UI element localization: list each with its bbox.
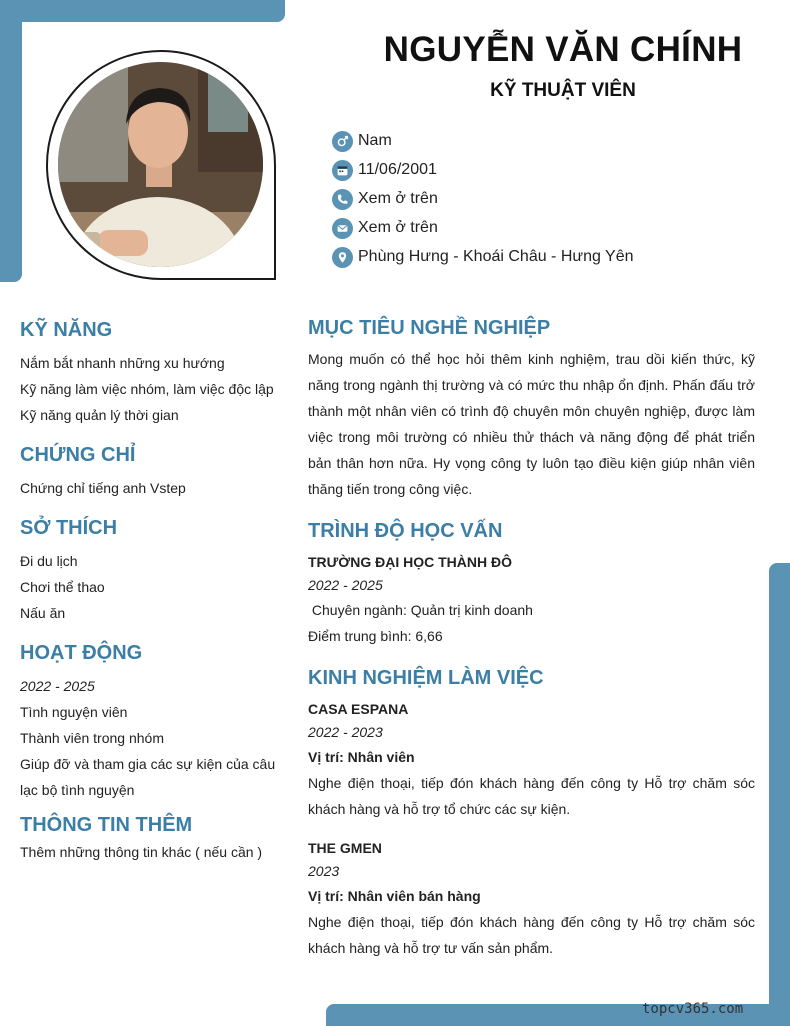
job-title: KỸ THUẬT VIÊN xyxy=(490,80,636,101)
gender-icon xyxy=(332,131,353,152)
more-info-heading: THÔNG TIN THÊM xyxy=(20,814,193,836)
job-position: Vị trí: Nhân viên bán hàng xyxy=(308,888,481,904)
hobby-item: Chơi thể thao xyxy=(20,579,105,595)
watermark: topcv365.com xyxy=(642,1001,744,1017)
objective-text: Mong muốn có thể học hỏi thêm kinh nghiệm, trau dồi kiến thức, kỹ năng trong ngành thị trường và có mức thu nhập ổn định. Phấn đấu trở thành một nhân viên có trình độ chuyên môn chuyên nghiệp, được làm việc trong môi trường có nhiều thử thách và năng động để phát triển bản thân hơn nữa. Hy vọng công ty luôn tạo điều kiện giúp nhân viên thăng tiến trong công việc. xyxy=(308,351,755,497)
skill-item: Nắm bắt nhanh những xu hướng xyxy=(20,355,225,371)
hobby-item: Đi du lịch xyxy=(20,553,78,569)
more-info-text: Thêm những thông tin khác ( nếu cần ) xyxy=(20,844,263,860)
contact-email xyxy=(332,216,438,240)
skills-heading: KỸ NĂNG xyxy=(20,319,113,341)
certificate-item: Chứng chỉ tiếng anh Vstep xyxy=(20,480,186,496)
contact-gender xyxy=(332,129,392,153)
phone-icon xyxy=(332,189,353,210)
skill-item: Kỹ năng làm việc nhóm, làm việc độc lập xyxy=(20,381,274,397)
hobbies-heading: SỞ THÍCH xyxy=(20,517,118,539)
left-accent-bar xyxy=(0,0,22,282)
email-value: Xem ở trên xyxy=(358,219,438,236)
gender-value: Nam xyxy=(358,132,392,149)
contact-phone xyxy=(332,187,438,211)
experience-heading: KINH NGHIỆM LÀM VIỆC xyxy=(308,667,544,689)
education-gpa: Điểm trung bình: 6,66 xyxy=(308,628,443,644)
activities-period: 2022 - 2025 xyxy=(20,678,95,694)
activity-item: Giúp đỡ và tham gia các sự kiện của câu xyxy=(20,756,276,772)
skill-item: Kỹ năng quản lý thời gian xyxy=(20,407,179,423)
avatar xyxy=(58,62,263,267)
job-description: Nghe điện thoại, tiếp đón khách hàng đến công ty Hỗ trợ chăm sóc khách hàng và hỗ trợ tổ chức các sự kiện. xyxy=(308,775,755,817)
job-company: CASA ESPANA xyxy=(308,701,409,717)
birthdate-value: 11/06/2001 xyxy=(358,161,437,178)
hobby-item: Nấu ăn xyxy=(20,605,66,621)
job-period: 2022 - 2023 xyxy=(308,724,383,740)
candidate-name: NGUYỄN VĂN CHÍNH xyxy=(383,30,743,69)
top-accent-bar xyxy=(0,0,285,22)
objective-heading: MỤC TIÊU NGHỀ NGHIỆP xyxy=(308,317,551,339)
activities-heading: HOẠT ĐỘNG xyxy=(20,642,143,664)
calendar-icon xyxy=(332,160,353,181)
education-period: 2022 - 2025 xyxy=(308,577,383,593)
contact-birthdate xyxy=(332,158,437,182)
education-major: Chuyên ngành: Quản trị kinh doanh xyxy=(308,602,533,618)
contact-address xyxy=(332,245,634,269)
activity-item: Tình nguyện viên xyxy=(20,704,128,720)
address-value: Phùng Hưng - Khoái Châu - Hưng Yên xyxy=(358,248,634,265)
right-accent-bar xyxy=(769,563,790,1026)
location-pin-icon xyxy=(332,247,353,268)
activity-item: lạc bộ tình nguyện xyxy=(20,782,135,798)
job-company: THE GMEN xyxy=(308,840,382,856)
job-position: Vị trí: Nhân viên xyxy=(308,749,415,765)
activity-item: Thành viên trong nhóm xyxy=(20,730,164,746)
certificates-heading: CHỨNG CHỈ xyxy=(20,444,136,466)
email-icon xyxy=(332,218,353,239)
education-heading: TRÌNH ĐỘ HỌC VẤN xyxy=(308,520,503,542)
school-name: TRƯỜNG ĐẠI HỌC THÀNH ĐÔ xyxy=(308,554,512,570)
phone-value: Xem ở trên xyxy=(358,190,438,207)
job-description: Nghe điện thoại, tiếp đón khách hàng đến công ty Hỗ trợ chăm sóc khách hàng và hỗ trợ tư vấn sản phẩm. xyxy=(308,914,755,956)
job-period: 2023 xyxy=(308,863,340,879)
